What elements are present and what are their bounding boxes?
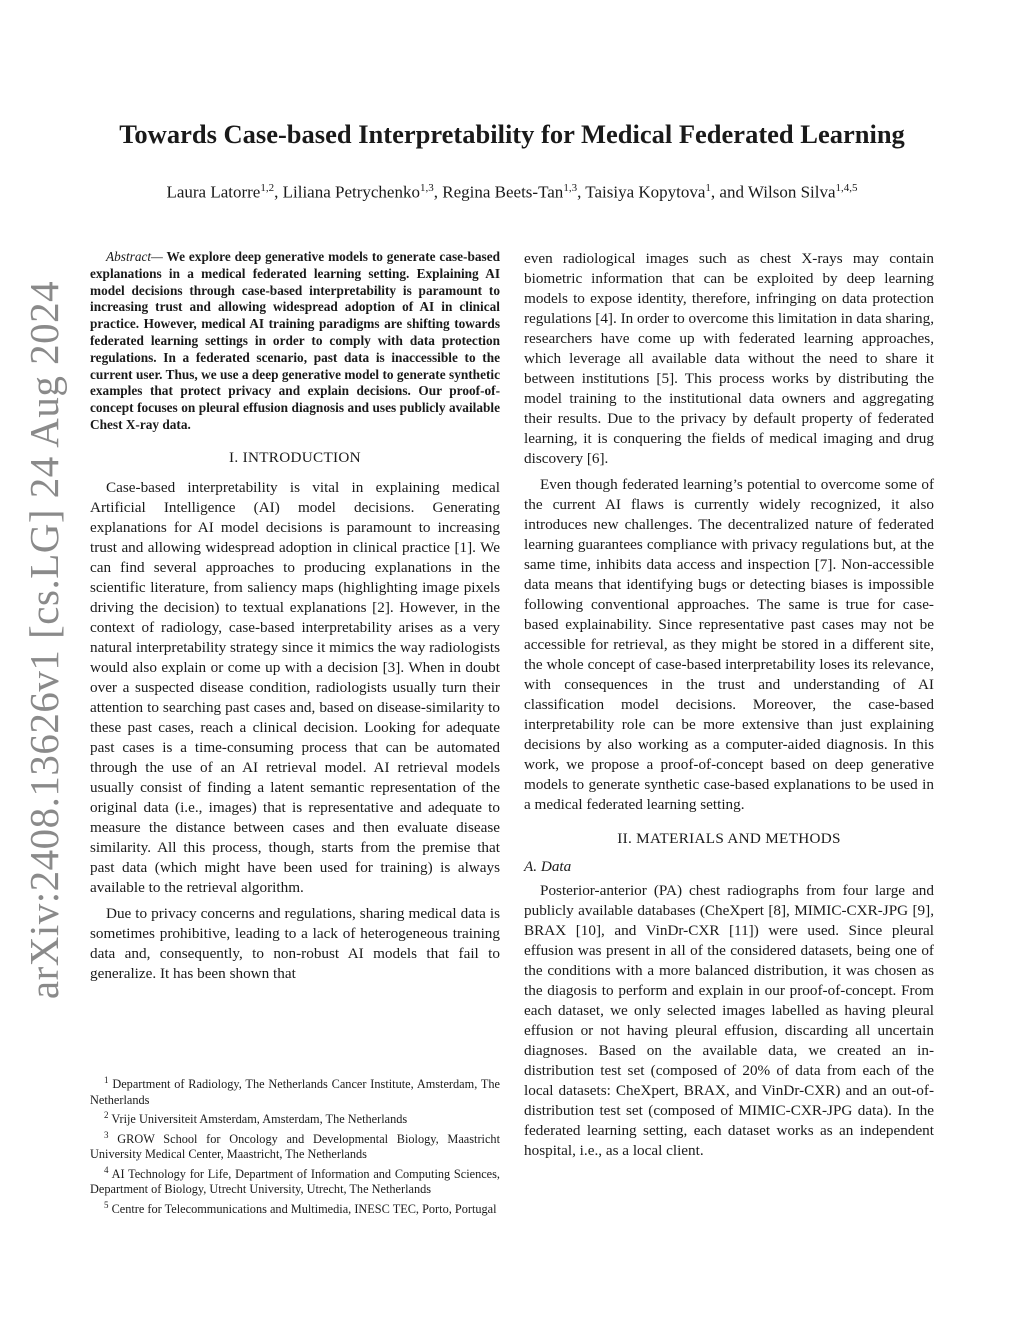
footnote-text: Vrije Universiteit Amsterdam, Amsterdam, The Netherlands [111,1112,408,1127]
footnote-text: GROW School for Oncology and Developmental Biology, Maastricht University Medical Center, Maastricht, The Netherlands [90,1131,500,1162]
right-column [524,249,934,1167]
author-list [90,176,934,205]
subsection-heading-data: A. Data [524,858,572,875]
footnote-text: Department of Radiology, The Netherlands Cancer Institute, Amsterdam, The Netherlands [90,1077,500,1107]
footnote-number: 4 [104,1164,109,1175]
footnote [90,1073,500,1108]
footnote [90,1198,500,1218]
paragraph: Even though federated learning’s potential to overcome some of the current AI flaws is currently widely recognized, it also introduces new challenges. The decentralized nature of federated learning guarantees compliance with privacy regulations but, at the same time, inhibits data access and inspection [7]. Non-accessible data means that identifying bugs or detecting biases is impossible following conventional approaches. The same is true for case-based explainability. Since representative past cases may not be accessible for retrieval, as they might be stored in a different site, the whole concept of case-based interpretability loses its relevance, with consequences in the trust and understanding of AI classification model decisions. Moreover, the case-based interpretability role can be more extensive than just explaining decisions by also working as a computer-aided diagnosis. In this work, we propose a proof-of-concept based on deep generative models to generate synthetic case-based explanations to be used in a medical federated learning setting. [524,476,934,813]
author-affiliation: 1,3 [419,182,434,194]
author-affiliation: 1 [705,182,711,194]
abstract-text: We explore deep generative models to generate case-based explanations in a medical federated learning setting. Explaining AI model decisions through case-based interpretability is paramount to increasing trust and allowing widespread adoption of AI in clinical practice. However, medical AI training paradigms are shifting towards federated learning settings in order to comply with data protection regulations. In a federated scenario, past data is inaccessible to the current user. Thus, we use a deep generative model to generate synthetic examples that protect privacy and explain decisions. Our proof-of-concept focuses on pleural effusion diagnosis and uses publicly available Chest X-ray data. [90,249,500,432]
abstract-lead: Abstract— [106,249,163,264]
footnote-number: 3 [104,1129,109,1140]
author-separator: , [577,182,586,202]
paragraph: Posterior-anterior (PA) chest radiographs from four large and publicly available databases (CheXpert [8], MIMIC-CXR-JPG [9], BRAX [10], and VinDr-CXR [11]) were used. Since pleural effusion was present in all of the considered datasets, being one of the conditions with a more balanced distribution, it was chosen as the diagosis to perform and explain in our proof-of-concept. From each dataset, we only selected images labelled as having pleural effusion or not having pleural effusion, discarding all uncertain diagnoses. Based on the available data, we created an in-distribution test set (composed of 20% of data from each of the local datasets: CheXpert, BRAX, and VinDr-CXR) and an out-of-distribution test set (composed of MIMIC-CXR-JPG data). In the federated learning setting, each dataset works as an independent hospital, i.e., as a local client. [524,882,934,1159]
author-name: Laura Latorre [166,182,261,202]
paper-title: Towards Case-based Interpretability for Medical Federated Learning [119,119,905,149]
footnote [90,1163,500,1198]
footnote-number: 5 [104,1199,109,1210]
arxiv-sidebar [8,280,80,1000]
author-name: Wilson Silva [747,182,836,202]
author-separator: , and [710,182,748,202]
paragraph: Due to privacy concerns and regulations, sharing medical data is sometimes prohibitive, leading to a lack of heterogeneous training data and, consequently, to non-robust AI models that fail to generalize. It has been shown that [90,904,500,982]
arxiv-identifier: arXiv:2408.13626v1 [cs.LG] 24 Aug 2024 [21,280,67,1000]
author-name: Liliana Petrychenko [282,182,420,202]
abstract [90,249,500,434]
footnote-number: 1 [104,1075,109,1085]
author-name: Regina Beets-Tan [442,182,564,202]
paragraph: even radiological images such as chest X-rays may contain biometric information that can be exploited by deep learning models to expose identity, therefore, infringing on data protection regulations [4]. In order to overcome this limitation in data sharing, researchers have come up with federated learning approaches, which leverage all available data without the need to share it between institutions [5]. This process works by distributing the model training to the institutional data owners and aggregating their results. Due to the privacy by default property of federated learning, it is conquering the fields of medical imaging and drug discovery [6]. [524,250,934,467]
footnote-text: AI Technology for Life, Department of Information and Computing Sciences, Department of Biology, Utrecht University, Utrecht, The Netherlands [90,1166,501,1197]
author-affiliation: 1,4,5 [835,182,858,194]
author-separator: , [274,182,283,202]
footnote-number: 2 [104,1110,109,1121]
section-heading-materials-methods: II. MATERIALS AND METHODS [617,830,841,847]
footnote-text: Centre for Telecommunications and Multimedia, INESC TEC, Porto, Portugal [111,1201,497,1216]
author-affiliation: 1,3 [563,182,578,194]
left-column [90,249,500,990]
footnote [90,1128,500,1163]
author-affiliation: 1,2 [260,182,275,194]
paragraph: Case-based interpretability is vital in explaining medical Artificial Intelligence (AI) model decisions. Generating explanations for AI model decisions is paramount to increasing trust and allowing widespread adoption in clinical practice [1]. We can find several approaches to producing explanations in the scientific literature, from saliency maps (highlighting image pixels driving the decision) to textual explanations [2]. However, in the context of radiology, case-based interpretability arises as a very natural interpretability strategy since it mimics the way radiologists would also explain or come up with a decision [3]. When in doubt over a suspected disease condition, radiologists usually turn their attention to searching past cases and, based on disease-similarity to these past cases, reach a clinical decision. Looking for adequate past cases is a time-consuming process that can be automated through the use of an AI retrieval model. AI retrieval models usually consist of finding a latent semantic representation of the original data (i.e., images) that is representative and adequate to measure the distance between cases and then evaluate disease similarity. All this process, though, starts from the premise that past data (which might have been used for training) is always available to the retrieval algorithm. [90,478,500,896]
footnotes [90,1073,500,1217]
section-heading-introduction: I. INTRODUCTION [229,448,361,466]
footnote [90,1108,500,1128]
author-separator: , [433,182,443,202]
author-name: Taisiya Kopytova [585,182,706,202]
